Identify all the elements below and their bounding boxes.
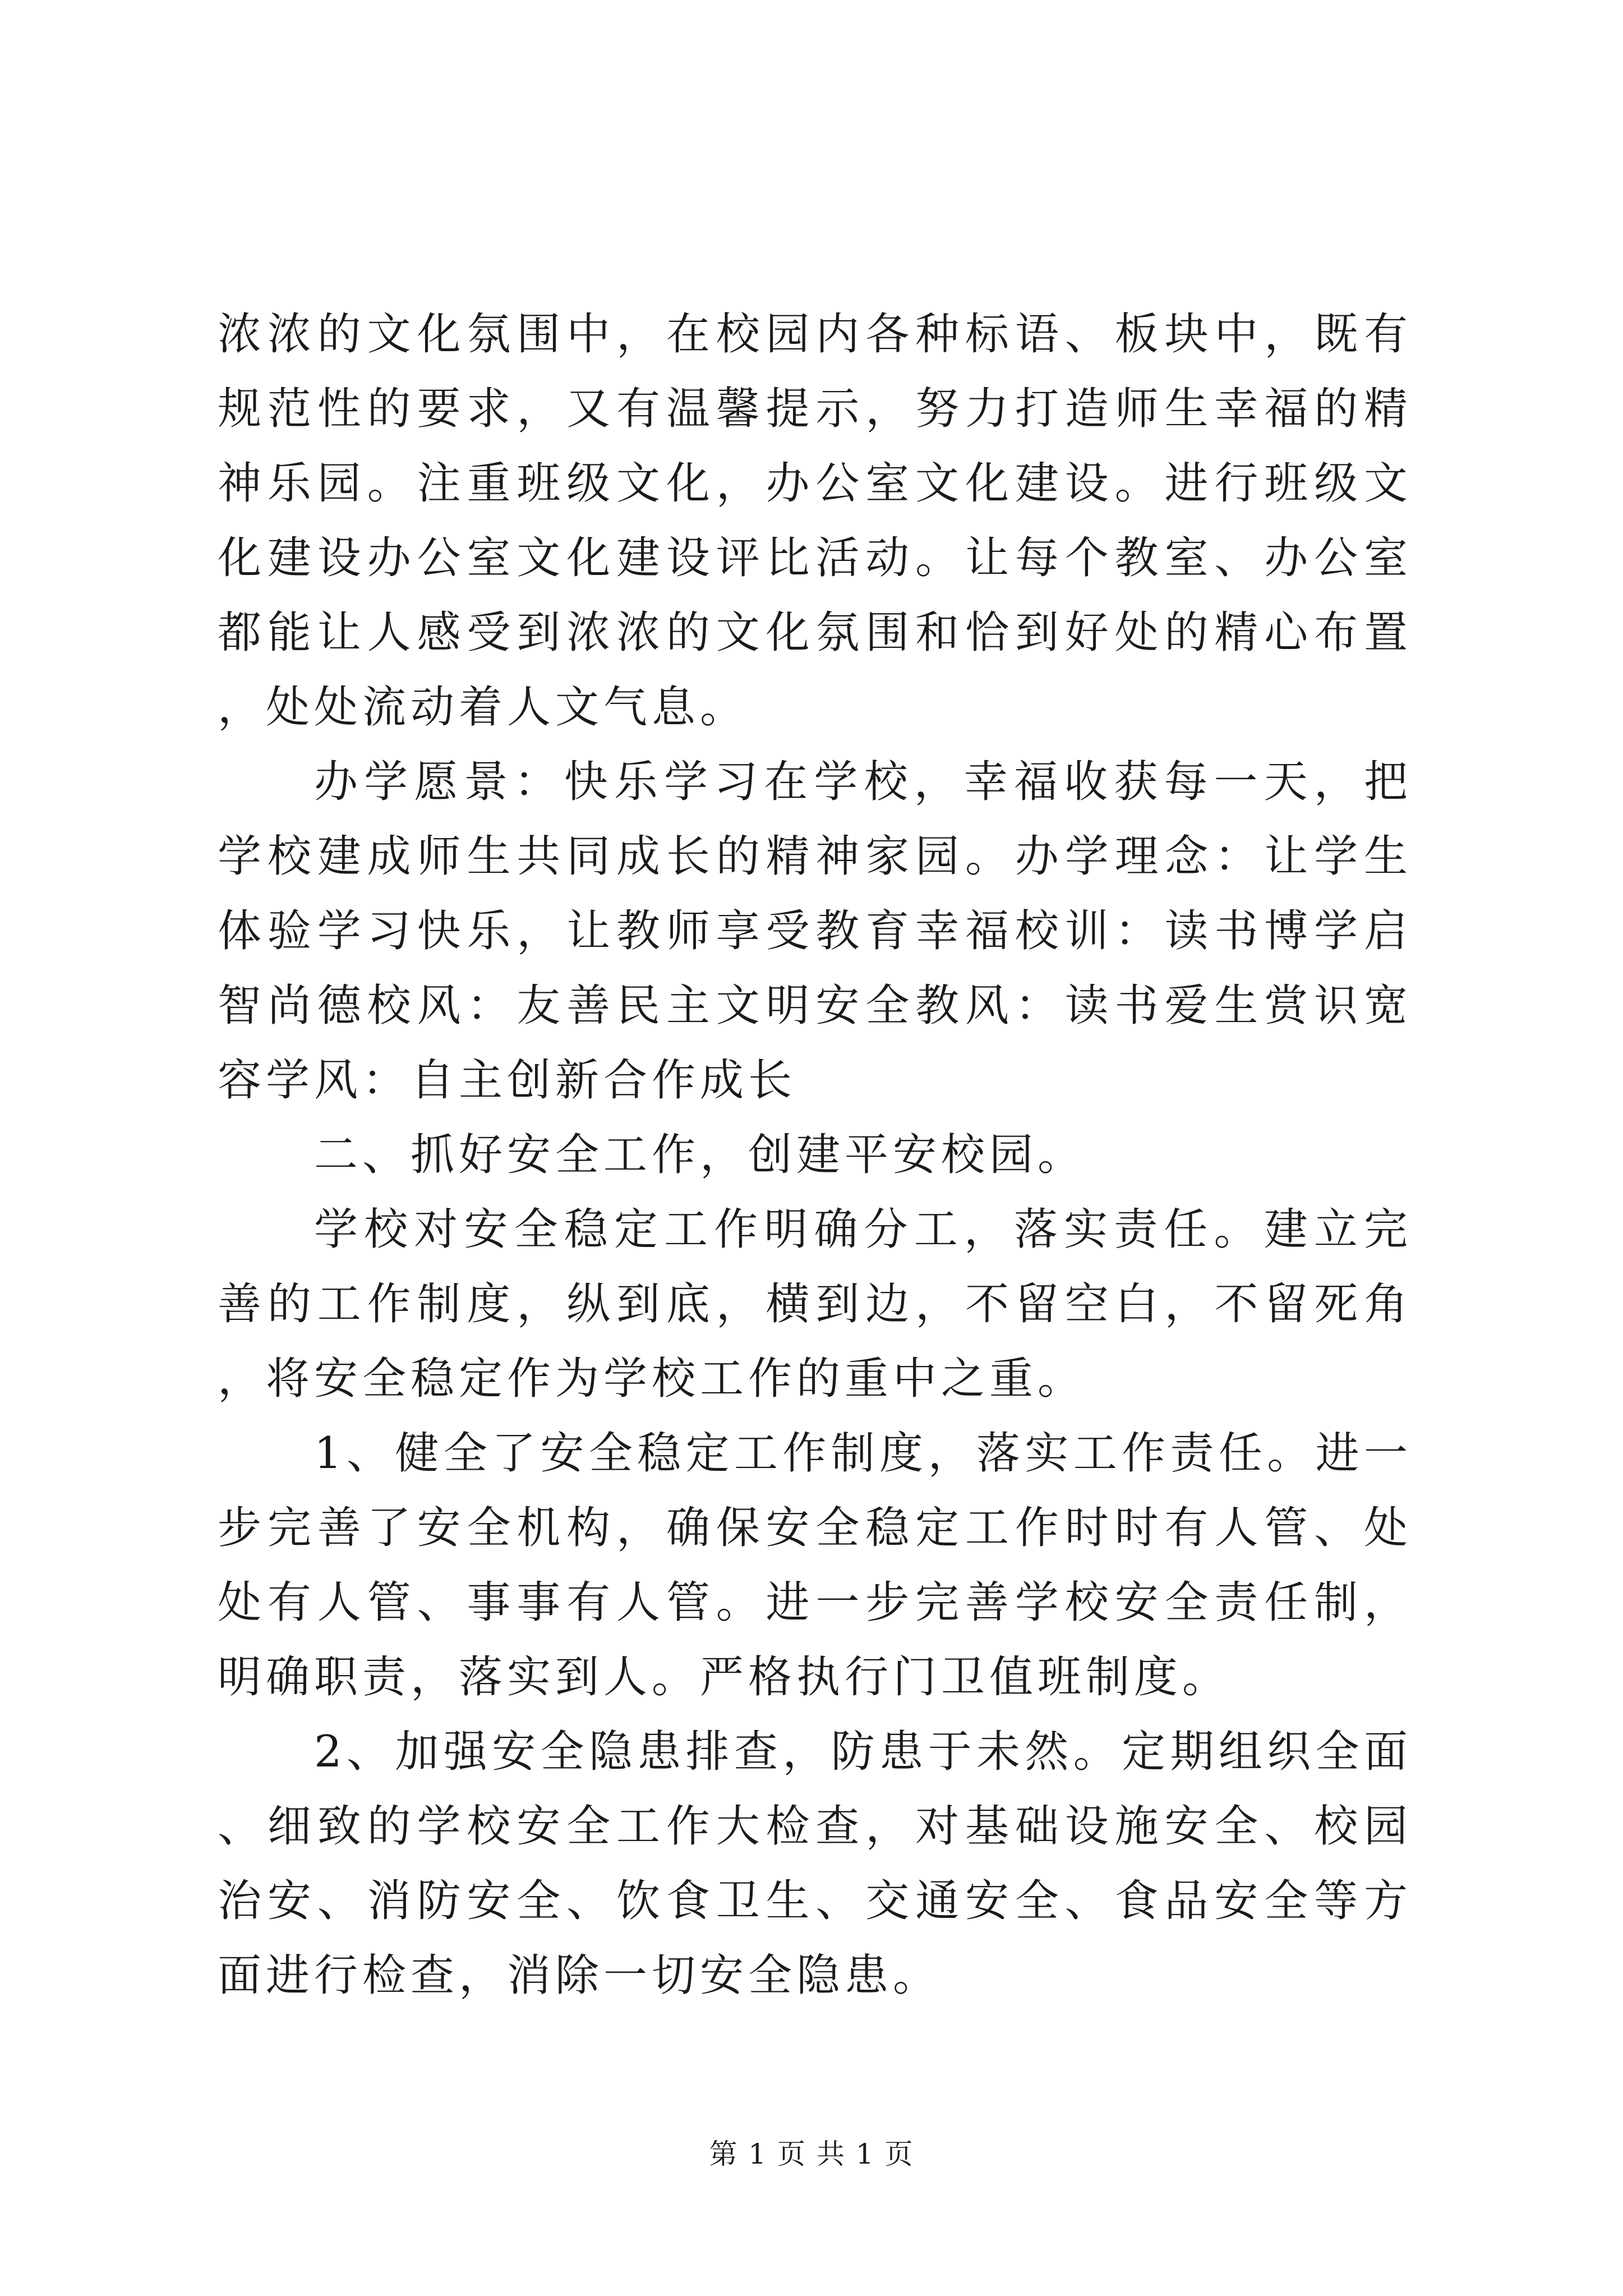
document-body [218,297,1412,2013]
section-heading: 二、抓好安全工作，创建平安校园。 [314,1130,1086,1180]
page-footer: 第 1 页 共 1 页 [709,2138,914,2170]
paragraph-1: 浓浓的文化氛围中，在校园内各种标语、板块中，既有规范性的要求，又有温馨提示，努力打造师生幸福的精神乐园。注重班级文化，办公室文化建设。进行班级文化建设办公室文化建设评比活动。让每个教室、办公室都能让人感受到浓浓的文化氛围和恰到好处的精心布置，处处流动着人文气息。 [218,309,1412,733]
paragraph-2: 办学愿景：快乐学习在学校，幸福收获每一天，把学校建成师生共同成长的精神家园。办学理念：让学生体验学习快乐，让教师享受教育幸福校训：读书博学启智尚德校风：友善民主文明安全教风：读书爱生赏识宽容学风：自主创新合作成长 [218,757,1412,1106]
paragraph-4: 1、健全了安全稳定工作制度，落实工作责任。进一步完善了安全机构，确保安全稳定工作时时有人管、处处有人管、事事有人管。进一步完善学校安全责任制，明确职责，落实到人。严格执行门卫值班制度。 [218,1428,1412,1703]
paragraph-3: 学校对安全稳定工作明确分工，落实责任。建立完善的工作制度，纵到底，横到边，不留空白，不留死角，将安全稳定作为学校工作的重中之重。 [218,1204,1412,1404]
paragraph-5: 2、加强安全隐患排查，防患于未然。定期组织全面、细致的学校安全工作大检查，对基础设施安全、校园治安、消防安全、饮食卫生、交通安全、食品安全等方面进行检查，消除一切安全隐患。 [218,1727,1412,2001]
